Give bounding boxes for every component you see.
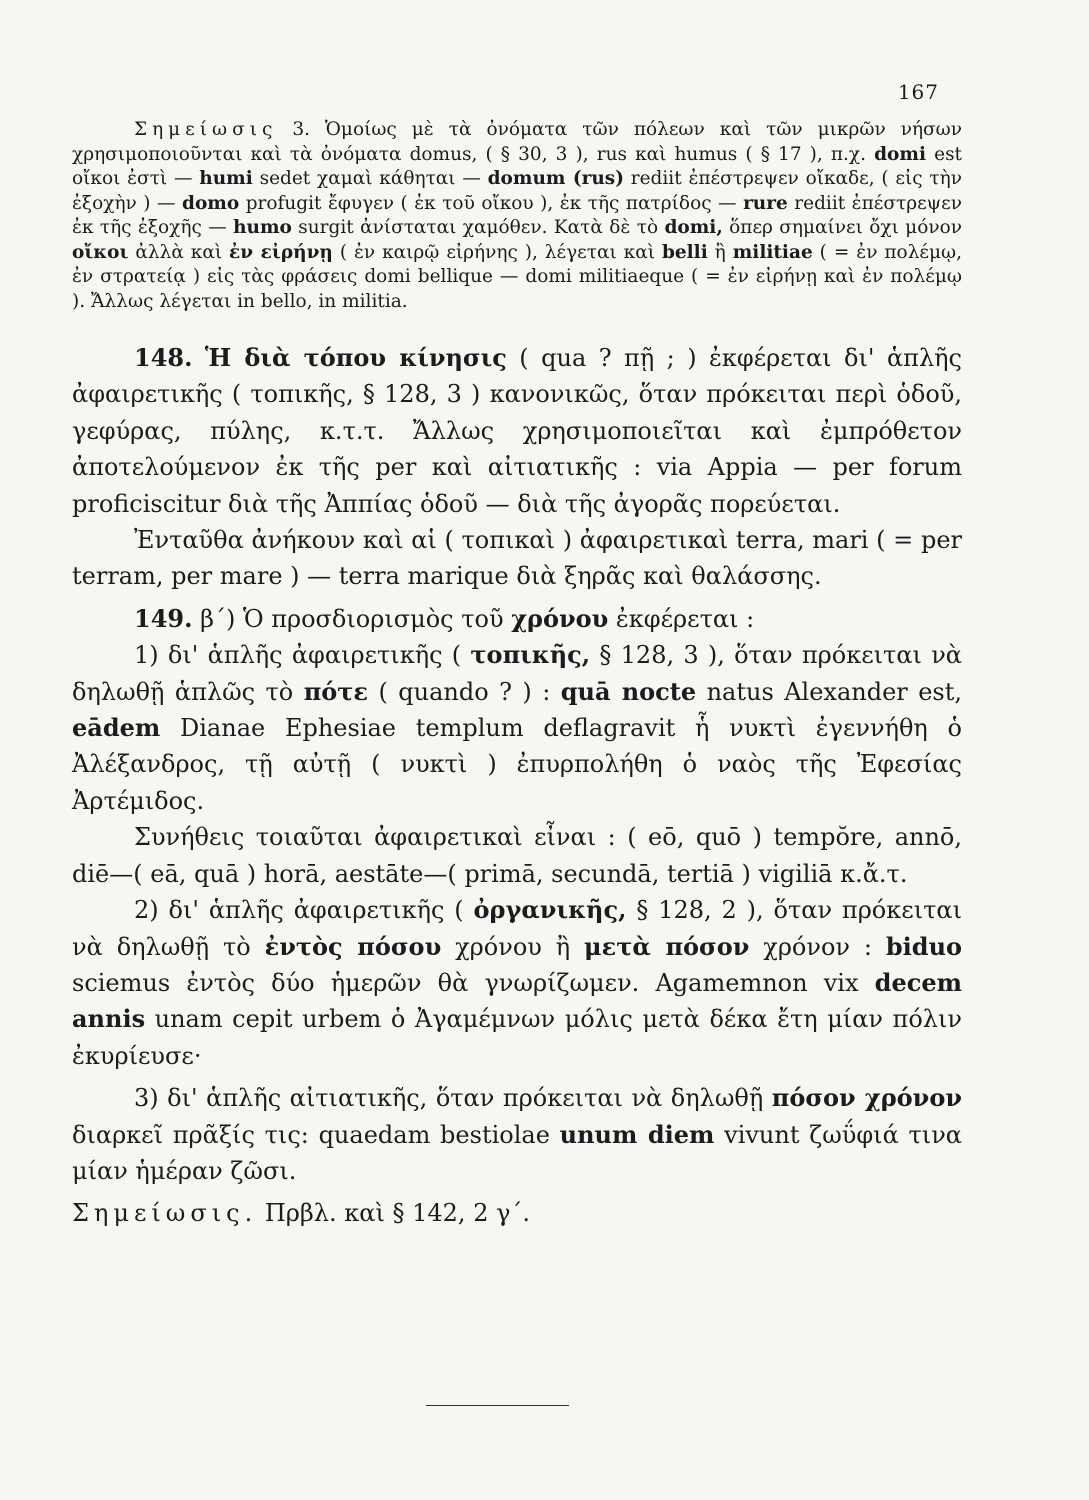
note-text: sedet χαμαὶ κάθηται —: [252, 168, 488, 189]
note-text: ( ἐν καιρῷ εἰρήνης ), λέγεται καὶ: [332, 241, 662, 263]
note-term: domi,: [664, 217, 723, 238]
item-term: ὀργανικῆς,: [473, 895, 627, 925]
list-item-1: [72, 637, 962, 819]
page-body: [72, 118, 962, 1232]
note-text: ( = ἐν πολέμῳ, ἐν στρατείᾳ ) εἰς τὰς φράσεις domi bellique — domi militiaeque ( = ἐν εἰρήνῃ καὶ ἐν πολέμῳ ). Ἄλλως λέγεται in bello, in militia.: [72, 241, 962, 312]
item-text: 2) δι' ἁπλῆς ἀφαιρετικῆς (: [134, 896, 474, 925]
item-text: Dianae Ephesiae templum deflagravit ἧ νυκτὶ ἐγεννήθη ὁ Ἀλέξανδρος, τῇ αὐτῇ ( νυκτὶ ) ἐπυρπολήθη ὁ ναὸς τῆς Ἐφεσίας Ἀρτέμιδος.: [72, 714, 962, 815]
item-text: χρόνου ἢ: [441, 932, 585, 961]
item-text: vivunt ζωΰφιά τινα μίαν ἡμέραν ζῶσι.: [72, 1120, 963, 1185]
item-text: 3) δι' ἁπλῆς αἰτιατικῆς, ὅταν πρόκειται νὰ δηλωθῇ: [134, 1084, 772, 1113]
note-paragraph: [72, 118, 962, 314]
section-text: β΄) Ὁ προσδιορισμὸς τοῦ: [192, 604, 512, 633]
note-term: humo: [233, 217, 292, 238]
note-term: ἐν εἰρήνῃ: [229, 241, 333, 263]
note-text: rediit ἐπέστρεψεν οἴκαδε, ( εἰς τὴν ἐξοχὴν ) —: [72, 168, 962, 214]
note-term: rure: [743, 192, 788, 214]
note-term: domum (rus): [487, 168, 624, 189]
note-term: militiae: [732, 241, 813, 263]
item-term: μετὰ πόσον: [584, 931, 750, 961]
footnote-rule: [426, 1405, 569, 1406]
section-148: [72, 340, 962, 522]
note-text: profugit ἔφυγεν ( ἐκ τοῦ οἴκου ), ἐκ τῆς πατρίδος —: [239, 192, 744, 214]
item-term: biduo: [885, 931, 963, 961]
list-item-1-continuation: Συνήθεις τοιαῦται ἀφαιρετικαὶ εἶναι : ( eō, quō ) tempŏre, annō, diē—( eā, quā ) horā, aestāte—( primā, secundā, tertiā ) vigiliā κ.ἄ.τ.: [72, 823, 962, 888]
item-text: χρόνον :: [749, 932, 886, 961]
item-text: 1) δι' ἁπλῆς ἀφαιρετικῆς (: [134, 641, 471, 670]
note-term: humi: [199, 168, 253, 189]
list-item-3: [72, 1080, 962, 1189]
note-text: rediit ἐπέστρεψεν ἐκ τῆς ἐξοχῆς —: [72, 192, 963, 238]
note-text: ἀλλὰ καὶ: [128, 241, 230, 263]
note-text: ἢ: [707, 241, 733, 263]
item-term: eādem: [72, 713, 161, 743]
note-label: Σημείωσις: [134, 119, 278, 140]
item-term: πότε: [303, 676, 369, 706]
note-text: ὅπερ σημαίνει ὄχι μόνον: [722, 217, 962, 238]
item-term: ἐντὸς πόσου: [264, 931, 442, 961]
section-text: ἐκφέρεται :: [608, 604, 755, 633]
note-text: Πρβλ. καὶ § 142, 2 γ΄.: [257, 1199, 531, 1228]
item-text: § 128, 3 ), ὅταν πρόκειται νὰ δηλωθῇ ἁπλῶς τὸ: [72, 641, 962, 706]
section-number: 149.: [134, 603, 193, 633]
note-term: domo: [182, 192, 240, 214]
item-text: ( quando ? ) :: [368, 677, 561, 706]
note-2: [72, 1195, 962, 1231]
item-term: quā nocte: [560, 676, 697, 706]
item-text: unam cepit urbem ὁ Ἀγαμέμνων μόλις μετὰ δέκα ἔτη μίαν πόλιν ἐκυρίευσε·: [72, 1005, 962, 1070]
section-148-paragraph-2: Ἐνταῦθα ἀνήκουν καὶ αἱ ( τοπικαὶ ) ἀφαιρετικαὶ terra, mari ( = per terram, per mare ) — terra marique διὰ ξηρᾶς καὶ θαλάσσης.: [72, 526, 962, 591]
note-term: οἴκοι: [72, 241, 129, 263]
section-heading: Ἡ διὰ τόπου κίνησις: [204, 343, 507, 372]
note-label: Σημείωσις.: [72, 1199, 258, 1228]
item-term: decem annis: [72, 967, 962, 1034]
section-number: 148.: [134, 343, 193, 372]
note-text: surgit ἀνίσταται χαμόθεν. Κατὰ δὲ τὸ: [291, 217, 665, 238]
item-term: πόσον χρόνον: [771, 1083, 962, 1113]
item-text: διαρκεῖ πρᾶξίς τις: quaedam bestiolae: [72, 1120, 560, 1149]
item-text: § 128, 2 ), ὅταν πρόκειται νὰ δηλωθῇ τὸ: [72, 896, 962, 961]
note-text: est οἴκοι ἐστὶ —: [72, 143, 962, 189]
item-term: τοπικῆς,: [470, 640, 591, 670]
item-text: natus Alexander est,: [696, 677, 962, 706]
section-text: ( qua ? πῇ ; ) ἐκφέρεται δι' ἁπλῆς ἀφαιρετικῆς ( τοπικῆς, § 128, 3 ) κανονικῶς, ὅταν πρόκειται περὶ ὁδοῦ, γεφύρας, πύλης, κ.τ.τ. Ἄλλως χρησιμοποιεῖται καὶ ἐμπρόθετον ἀποτελούμενον ἐκ τῆς per καὶ αἰτιατικῆς : via Appia — per forum proficiscitur διὰ τῆς Ἀππίας ὁδοῦ — διὰ τῆς ἀγορᾶς πορεύεται.: [72, 344, 962, 518]
note-term: domi: [874, 143, 927, 165]
section-term: χρόνου: [511, 603, 609, 633]
item-term: unum diem: [559, 1119, 715, 1149]
section-149: [72, 601, 962, 637]
item-text: sciemus ἐντὸς δύο ἡμερῶν θὰ γνωρίζωμεν. Agamemnon vix: [72, 968, 875, 997]
page-number: 167: [897, 80, 939, 104]
note-term: belli: [661, 241, 708, 263]
note-text: 3. Ὁμοίως μὲ τὰ ὀνόματα τῶν πόλεων καὶ τῶν μικρῶν νήσων χρησιμοποιοῦνται καὶ τὰ ὀνόματα domus, ( § 30, 3 ), rus καὶ humus ( § 17 ), π.χ.: [72, 119, 962, 165]
list-item-2: [72, 892, 962, 1074]
